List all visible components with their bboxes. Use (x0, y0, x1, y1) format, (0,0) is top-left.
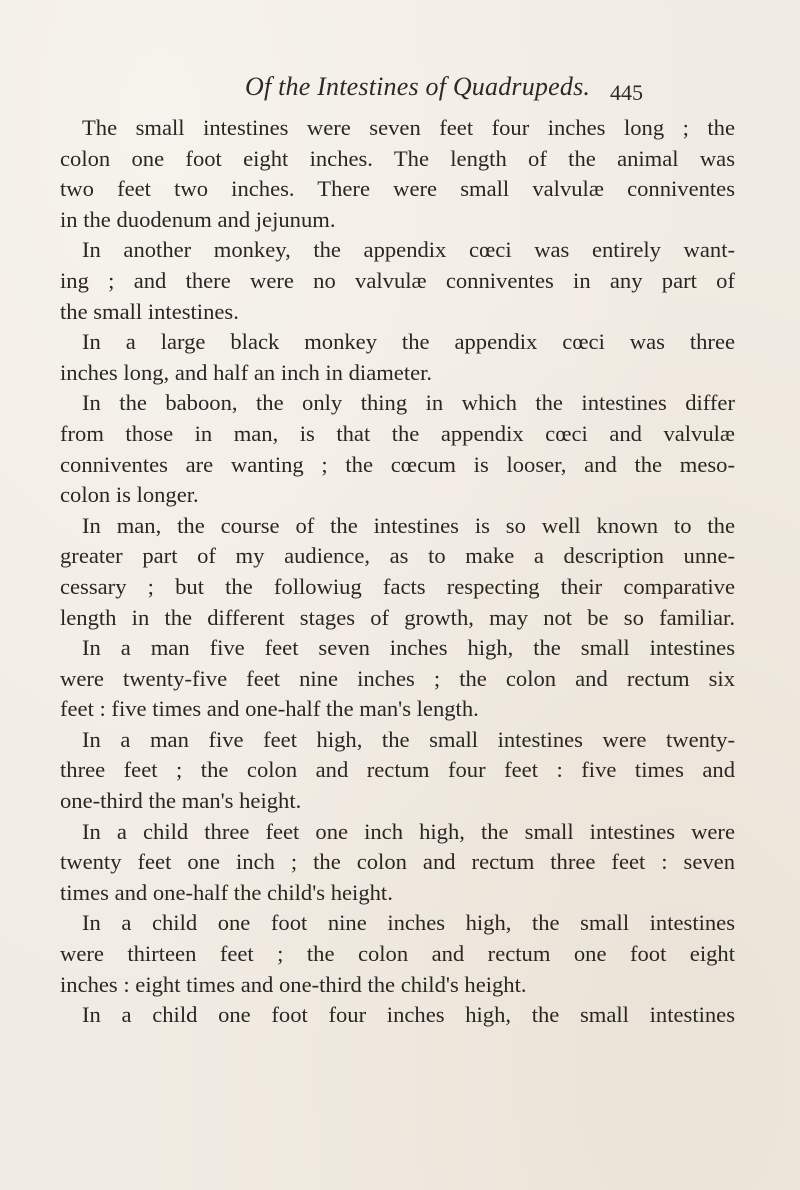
text-line: from those in man, is that the appendix cœci and valvulæ (60, 420, 735, 446)
text-line: colon is longer. (60, 482, 199, 508)
text-line: cessary ; but the followiug facts respecting their comparative (60, 573, 735, 599)
text-line: length in the different stages of growth, may not be so familiar. (60, 604, 735, 630)
text-line: The small intestines were seven feet four inches long ; the (82, 115, 735, 140)
text-line: one-third the man's height. (60, 788, 302, 814)
text-line: twenty feet one inch ; the colon and rectum three feet : seven (60, 849, 735, 875)
text-line: In a large black monkey the appendix cœci was three (82, 329, 735, 355)
text-line: times and one-half the child's height. (60, 879, 393, 905)
text-line: greater part of my audience, as to make a description unne- (60, 543, 735, 569)
text-line: ing ; and there were no valvulæ conniventes in any part of (60, 267, 735, 293)
text-line: the small intestines. (60, 298, 239, 324)
text-line: inches long, and half an inch in diameter. (60, 359, 433, 385)
text-line: were thirteen feet ; the colon and rectum one foot eight (60, 941, 735, 967)
text-line: In man, the course of the intestines is so well known to the (82, 512, 735, 538)
text-line: two feet two inches. There were small valvulæ conniventes (60, 176, 735, 202)
text-line: inches : eight times and one-third the child's height. (60, 971, 527, 997)
text-line: In a man five feet seven inches high, the small intestines (82, 635, 735, 661)
text-line: conniventes are wanting ; the cœcum is looser, and the meso- (60, 451, 735, 477)
running-title: Of the Intestines of Quadrupeds. (245, 72, 591, 101)
text-line: In a child three feet one inch high, the small intestines were (82, 818, 735, 844)
body-text (60, 113, 735, 1031)
text-line: colon one foot eight inches. The length of the animal was (60, 145, 735, 171)
text-line: In the baboon, the only thing in which the intestines differ (82, 390, 735, 416)
text-line: three feet ; the colon and rectum four feet : five times and (60, 757, 735, 783)
text-line: feet : five times and one-half the man's length. (60, 696, 479, 722)
text-line: were twenty-five feet nine inches ; the colon and rectum six (60, 665, 735, 691)
text-line: In a child one foot four inches high, the small intestines (82, 1002, 735, 1028)
text-line: In a man five feet high, the small intestines were twenty- (82, 726, 735, 752)
text-line: in the duodenum and jejunum. (60, 206, 336, 232)
page-number: 445 (610, 80, 643, 105)
text-line: In another monkey, the appendix cœci was entirely want- (82, 237, 735, 263)
page-header (0, 66, 800, 110)
text-line: In a child one foot nine inches high, the small intestines (82, 910, 735, 936)
